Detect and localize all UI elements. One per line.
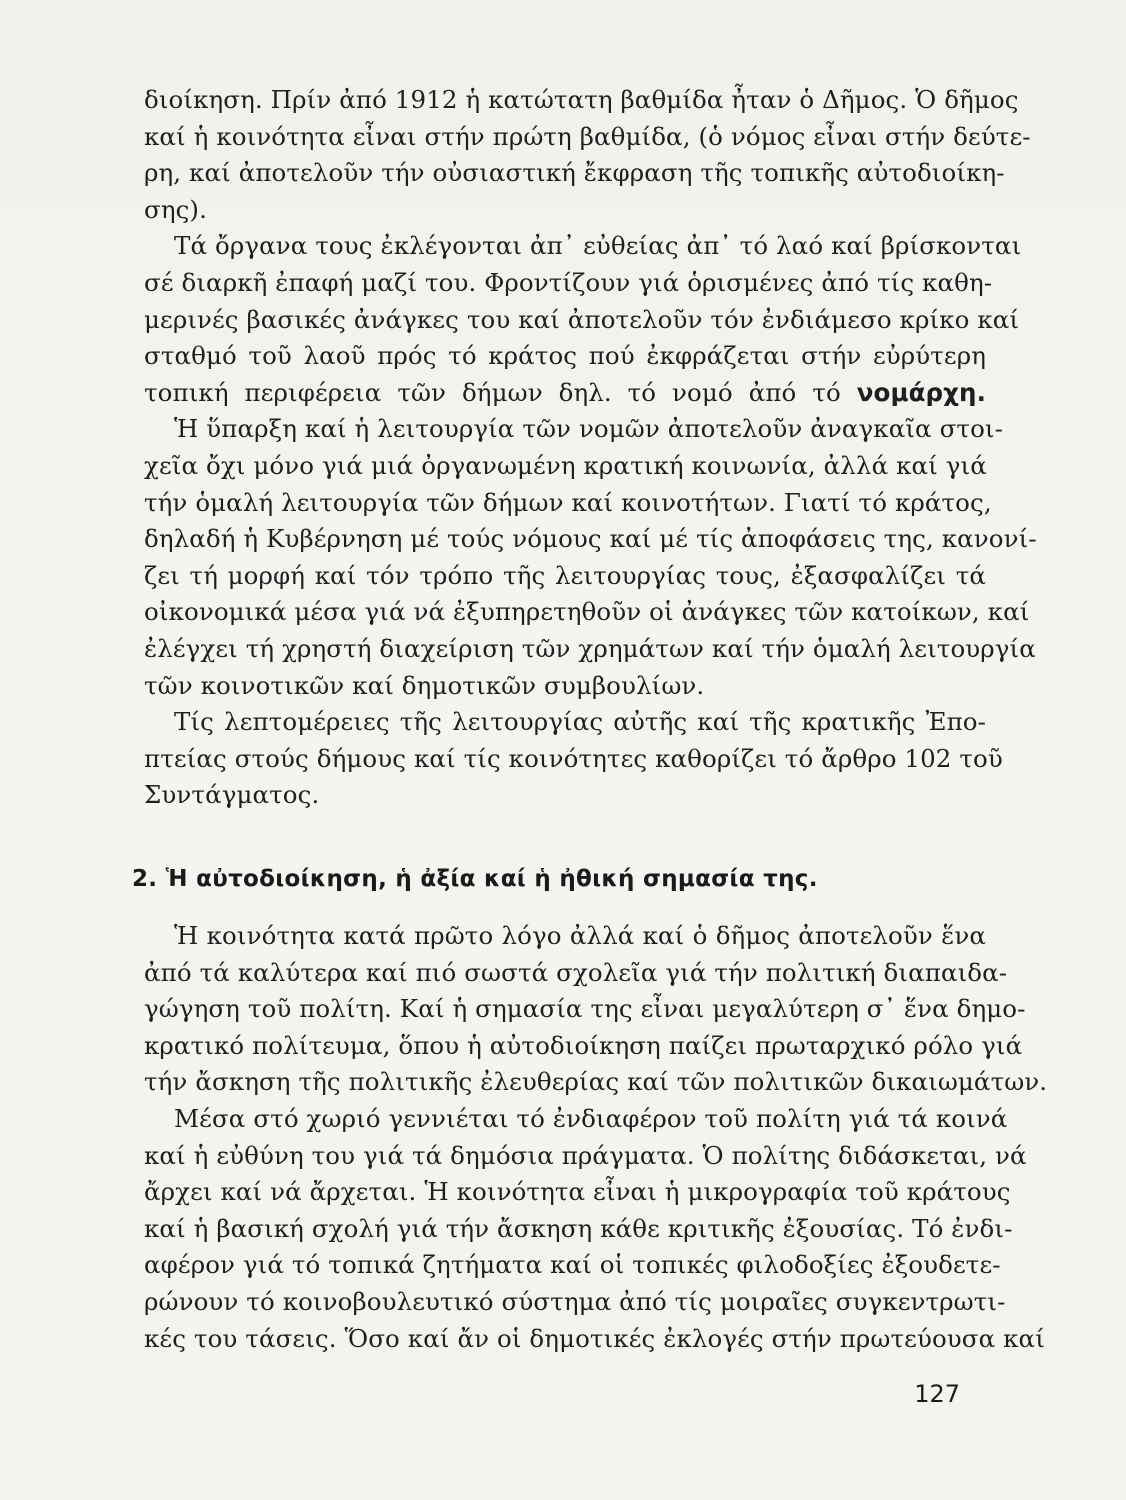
text-line-with-term bbox=[144, 375, 986, 412]
text-line: μερινές βασικές ἀνάγκες του καί ἀποτελοῦν τόν ἐνδιάμεσο κρίκο καί bbox=[144, 304, 1020, 334]
page-number: 127 bbox=[914, 1380, 960, 1408]
text-line: καί ἡ εὐθύνη του γιά τά δημόσια πράγματα. Ὁ πολίτης διδάσκεται, νά bbox=[144, 1140, 1027, 1170]
text-line: ἐλέγχει τή χρηστή διαχείριση τῶν χρημάτων καί τήν ὁμαλή λειτουργία bbox=[144, 633, 1036, 663]
text-line: κρατικό πολίτευμα, ὅπου ἡ αὐτοδιοίκηση παίζει πρωταρχικό ρόλο γιά bbox=[144, 1030, 1023, 1060]
text-line: οἰκονομικά μέσα γιά νά ἐξυπηρετηθοῦν οἱ ἀνάγκες τῶν κατοίκων, καί bbox=[144, 597, 1030, 627]
text-line: ρη, καί ἀποτελοῦν τήν οὐσιαστική ἔκφραση τῆς τοπικῆς αὐτοδιοίκη- bbox=[144, 158, 1005, 188]
text-line: διοίκηση. Πρίν ἀπό 1912 ἡ κατώτατη βαθμίδα ἦταν ὁ Δῆμος. Ὁ δῆμος bbox=[144, 85, 1019, 114]
text-line: Τά ὄργανα τους ἐκλέγονται ἀπ᾽ εὐθείας ἀπ᾽ τό λαό καί βρίσκονται bbox=[174, 231, 1022, 261]
text-line: πτείας στούς δήμους καί τίς κοινότητες καθορίζει τό ἄρθρο 102 τοῦ bbox=[144, 743, 1003, 773]
text-line: τήν ὁμαλή λειτουργία τῶν δήμων καί κοινοτήτων. Γιατί τό κράτος, bbox=[144, 487, 992, 517]
text-line: Συντάγματος. bbox=[144, 780, 320, 810]
text-line: κές του τάσεις. Ὅσο καί ἄν οἱ δημοτικές ἐκλογές στήν πρωτεύουσα καί bbox=[144, 1323, 1045, 1353]
text-block-top bbox=[144, 82, 1037, 814]
text-line-prefix: τοπική περιφέρεια τῶν δήμων δηλ. τό νομό ἀπό τό bbox=[144, 377, 841, 407]
bold-term-nomarchis: νομάρχη. bbox=[856, 377, 987, 407]
text-line: σης). bbox=[144, 194, 207, 224]
text-line: ζει τή μορφή καί τόν τρόπο τῆς λειτουργίας τους, ἐξασφαλίζει τά bbox=[144, 560, 986, 590]
text-line: τῶν κοινοτικῶν καί δημοτικῶν συμβουλίων. bbox=[144, 670, 705, 700]
text-line: ἀπό τά καλύτερα καί πιό σωστά σχολεῖα γιά τήν πολιτική διαπαιδα- bbox=[144, 957, 1008, 987]
section-heading: 2. Ἡ αὐτοδιοίκηση, ἡ ἀξία καί ἡ ἠθική σημασία της. bbox=[132, 866, 818, 892]
text-line: Ἡ ὕπαρξη καί ἡ λειτουργία τῶν νομῶν ἀποτελοῦν ἀναγκαῖα στοι- bbox=[174, 414, 1003, 444]
text-line: Τίς λεπτομέρειες τῆς λειτουργίας αὐτῆς καί τῆς κρατικῆς Ἐπο- bbox=[174, 707, 986, 737]
text-line: δηλαδή ἡ Κυβέρνηση μέ τούς νόμους καί μέ τίς ἀποφάσεις της, κανονί- bbox=[144, 524, 1037, 554]
text-line: Μέσα στό χωριό γεννιέται τό ἐνδιαφέρον τοῦ πολίτη γιά τά κοινά bbox=[174, 1103, 1008, 1133]
text-line: τήν ἄσκηση τῆς πολιτικῆς ἐλευθερίας καί τῶν πολιτικῶν δικαιωμάτων. bbox=[144, 1067, 1048, 1097]
text-block-bottom bbox=[144, 918, 1048, 1357]
text-line: Ἡ κοινότητα κατά πρῶτο λόγο ἀλλά καί ὁ δῆμος ἀποτελοῦν ἕνα bbox=[174, 921, 986, 950]
text-line: σέ διαρκῆ ἐπαφή μαζί του. Φροντίζουν γιά ὁρισμένες ἀπό τίς καθη- bbox=[144, 267, 993, 297]
text-line: καί ἡ βασική σχολή γιά τήν ἄσκηση κάθε κριτικῆς ἐξουσίας. Τό ἐνδι- bbox=[144, 1213, 1013, 1243]
text-line: αφέρον γιά τό τοπικά ζητήματα καί οἱ τοπικές φιλοδοξίες ἐξουδετε- bbox=[144, 1250, 1001, 1280]
text-line: καί ἡ κοινότητα εἶναι στήν πρώτη βαθμίδα, (ὁ νόμος εἶναι στήν δεύτε- bbox=[144, 121, 1031, 151]
text-line: ἄρχει καί νά ἄρχεται. Ἡ κοινότητα εἶναι ἡ μικρογραφία τοῦ κράτους bbox=[144, 1177, 1011, 1207]
text-line: γώγηση τοῦ πολίτη. Καί ἡ σημασία της εἶναι μεγαλύτερη σ᾽ ἕνα δημο- bbox=[144, 994, 1026, 1024]
text-line: χεῖα ὄχι μόνο γιά μιά ὀργανωμένη κρατική κοινωνία, ἀλλά καί γιά bbox=[144, 450, 987, 480]
text-line: σταθμό τοῦ λαοῦ πρός τό κράτος πού ἐκφράζεται στήν εὐρύτερη bbox=[144, 341, 986, 371]
text-line: ρώνουν τό κοινοβουλευτικό σύστημα ἀπό τίς μοιραῖες συγκεντρωτι- bbox=[144, 1286, 1006, 1316]
